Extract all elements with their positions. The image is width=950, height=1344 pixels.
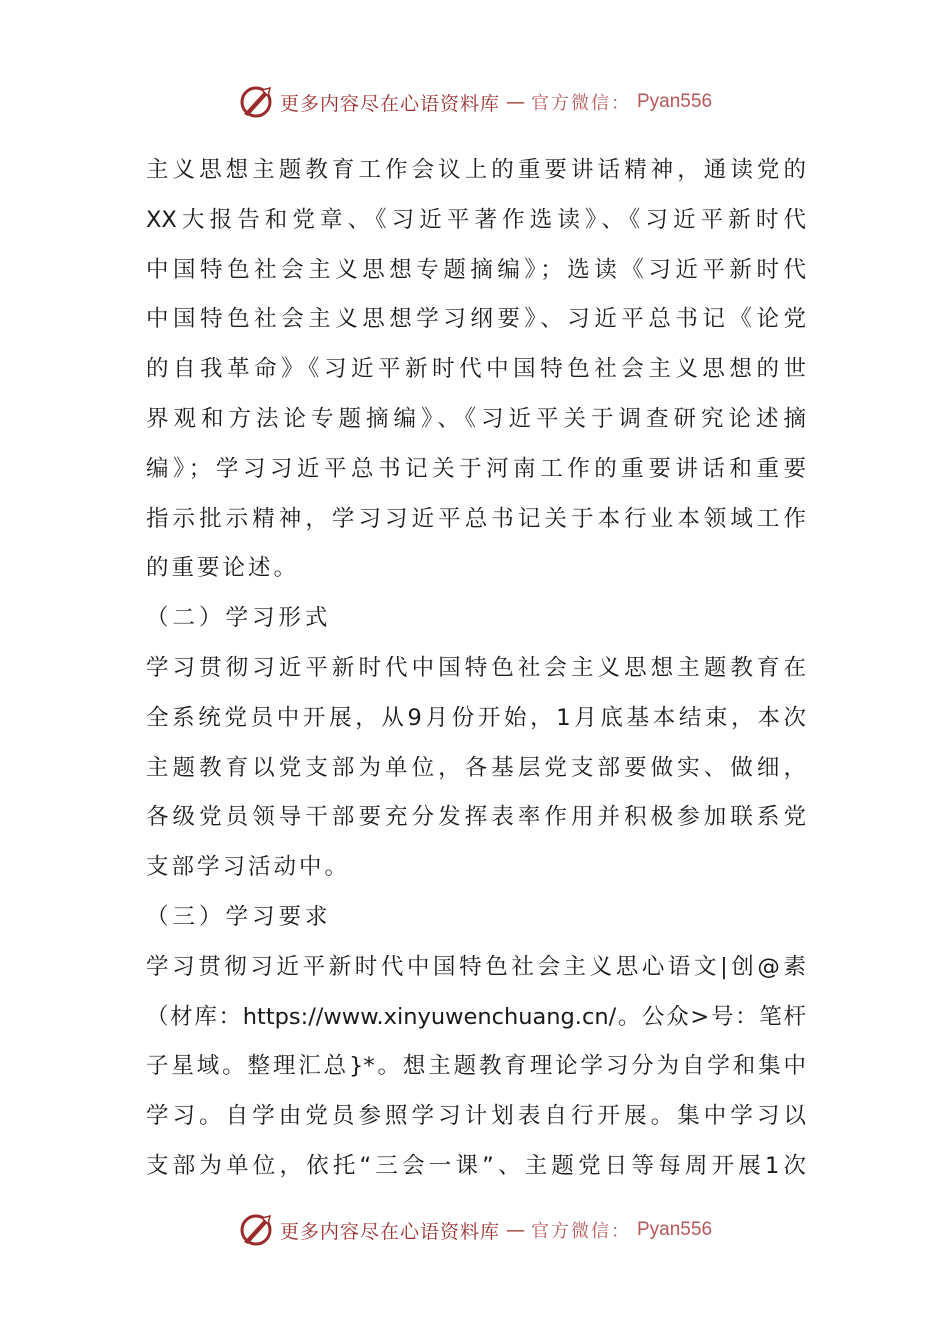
text-line: 学习贯彻习近平新时代中国特色社会主义思心语文|创@素 — [146, 953, 806, 980]
quill-pen-logo-icon — [238, 1212, 274, 1248]
banner-site-text: 更多内容尽在心语资料库 — [279, 92, 500, 115]
text-line: 主题教育以党支部为单位，各基层党支部要做实、做细， — [146, 754, 806, 781]
text-line: 中国特色社会主义思想专题摘编》；选读《习近平新时代 — [146, 256, 806, 283]
text-line: XX大报告和党章、《习近平著作选读》、《习近平新时代 — [146, 206, 806, 233]
header-banner — [0, 80, 950, 124]
banner-channel-text: 官方微信： — [531, 1221, 631, 1242]
banner-site-text: 更多内容尽在心语资料库 — [279, 1220, 500, 1243]
banner-wechat-id: Pyan556 — [637, 1219, 713, 1240]
quill-pen-logo-icon — [238, 84, 274, 120]
footer-banner — [0, 1208, 950, 1252]
text-line: 支部为单位，依托“三会一课”、主题党日等每周开展1次 — [146, 1152, 806, 1179]
text-line: 的自我革命》《习近平新时代中国特色社会主义思想的世 — [146, 356, 806, 383]
text-line: 主义思想主题教育工作会议上的重要讲话精神，通读党的 — [146, 157, 806, 183]
paragraph-end-line: 的重要论述。 — [146, 555, 300, 582]
text-line: 全系统党员中开展，从9月份开始，1月底基本结束，本次 — [146, 704, 806, 731]
text-line: 子星域。整理汇总}*。想主题教育理论学习分为自学和集中 — [146, 1053, 806, 1080]
text-line: 界观和方法论专题摘编》、《习近平关于调查研究论述摘 — [146, 405, 806, 432]
section-heading: （二）学习形式 — [146, 605, 332, 632]
text-line: 中国特色社会主义思想学习纲要》、习近平总书记《论党 — [146, 306, 806, 333]
document-body — [146, 146, 806, 1192]
text-line: 学习。自学由党员参照学习计划表自行开展。集中学习以 — [146, 1103, 806, 1130]
text-line: 学习贯彻习近平新时代中国特色社会主义思想主题教育在 — [146, 654, 806, 681]
banner-separator: — — [506, 1219, 525, 1241]
paragraph-end-line: 支部学习活动中。 — [146, 854, 351, 881]
text-line: 编》；学习习近平总书记关于河南工作的重要讲话和重要 — [146, 455, 806, 482]
banner-channel-text: 官方微信： — [531, 93, 631, 114]
text-line: 各级党员领导干部要充分发挥表率作用并积极参加联系党 — [146, 804, 806, 831]
text-line-with-url: （材库：https://www.xinyuwenchuang.cn/。公众>号：笔杆 — [146, 1003, 806, 1030]
section-heading: （三）学习要求 — [146, 903, 332, 930]
banner-wechat-id: Pyan556 — [637, 91, 713, 112]
text-line: 指示批示精神，学习习近平总书记关于本行业本领域工作 — [146, 505, 806, 532]
banner-separator: — — [506, 91, 525, 113]
